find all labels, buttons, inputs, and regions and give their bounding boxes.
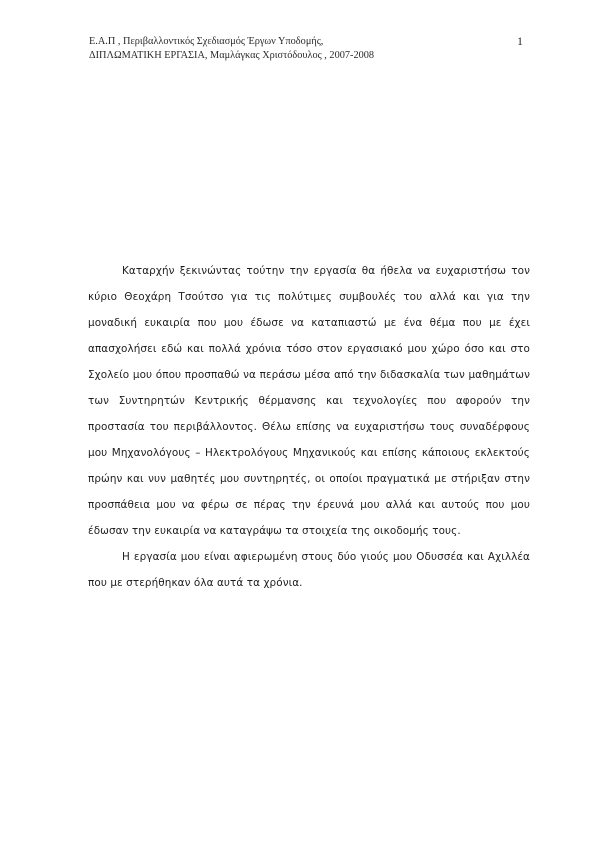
running-header: [89, 35, 489, 63]
page-number: 1: [517, 34, 523, 48]
body-text: [88, 258, 530, 596]
header-line-1: Ε.Α.Π , Περιβαλλοντικός Σχεδιασμός Έργων Υποδομής,: [89, 36, 324, 47]
header-line-2: ΔΙΠΛΩΜΑΤΙΚΗ ΕΡΓΑΣΙΑ, Μαμλάγκας Χριστόδουλος , 2007-2008: [89, 50, 375, 61]
dedication-paragraph: Η εργασία μου είναι αφιερωμένη στους δύο γιούς μου Οδυσσέα και Αχιλλέα που με στερήθηκαν όλα αυτά τα χρόνια.: [88, 551, 530, 589]
acknowledgements-paragraph: Καταρχήν ξεκινώντας τούτην την εργασία θα ήθελα να ευχαριστήσω τον κύριο Θεοχάρη Τσούτσο για τις πολύτιμες συμβουλές του αλλά και για την μοναδική ευκαιρία που μου έδωσε να καταπιαστώ με ένα θέμα που με έχει απασχολήσει εδώ και πολλά χρόνια τόσο στον εργασιακό μου χώρο όσο και στο Σχολείο μου όπου προσπαθώ να περάσω μέσα από την διδασκαλία των μαθημάτων των Συντηρητών Κεντρικής θέρμανσης και τεχνολογίες που αφορούν την προστασία του περιβάλλοντος. Θέλω επίσης να ευχαριστήσω τους συναδέρφους μου Μηχανολόγους – Ηλεκτρολόγους Μηχανικούς και επίσης κάποιους εκλεκτούς πρώην και νυν μαθητές μου συντηρητές, οι οποίοι πραγματικά με στήριξαν στην προσπάθεια μου να φέρω σε πέρας την έρευνά μου αλλά και αυτούς που μου έδωσαν την ευκαιρία να καταγράψω τα στοιχεία της οικοδομής τους.: [88, 265, 530, 537]
